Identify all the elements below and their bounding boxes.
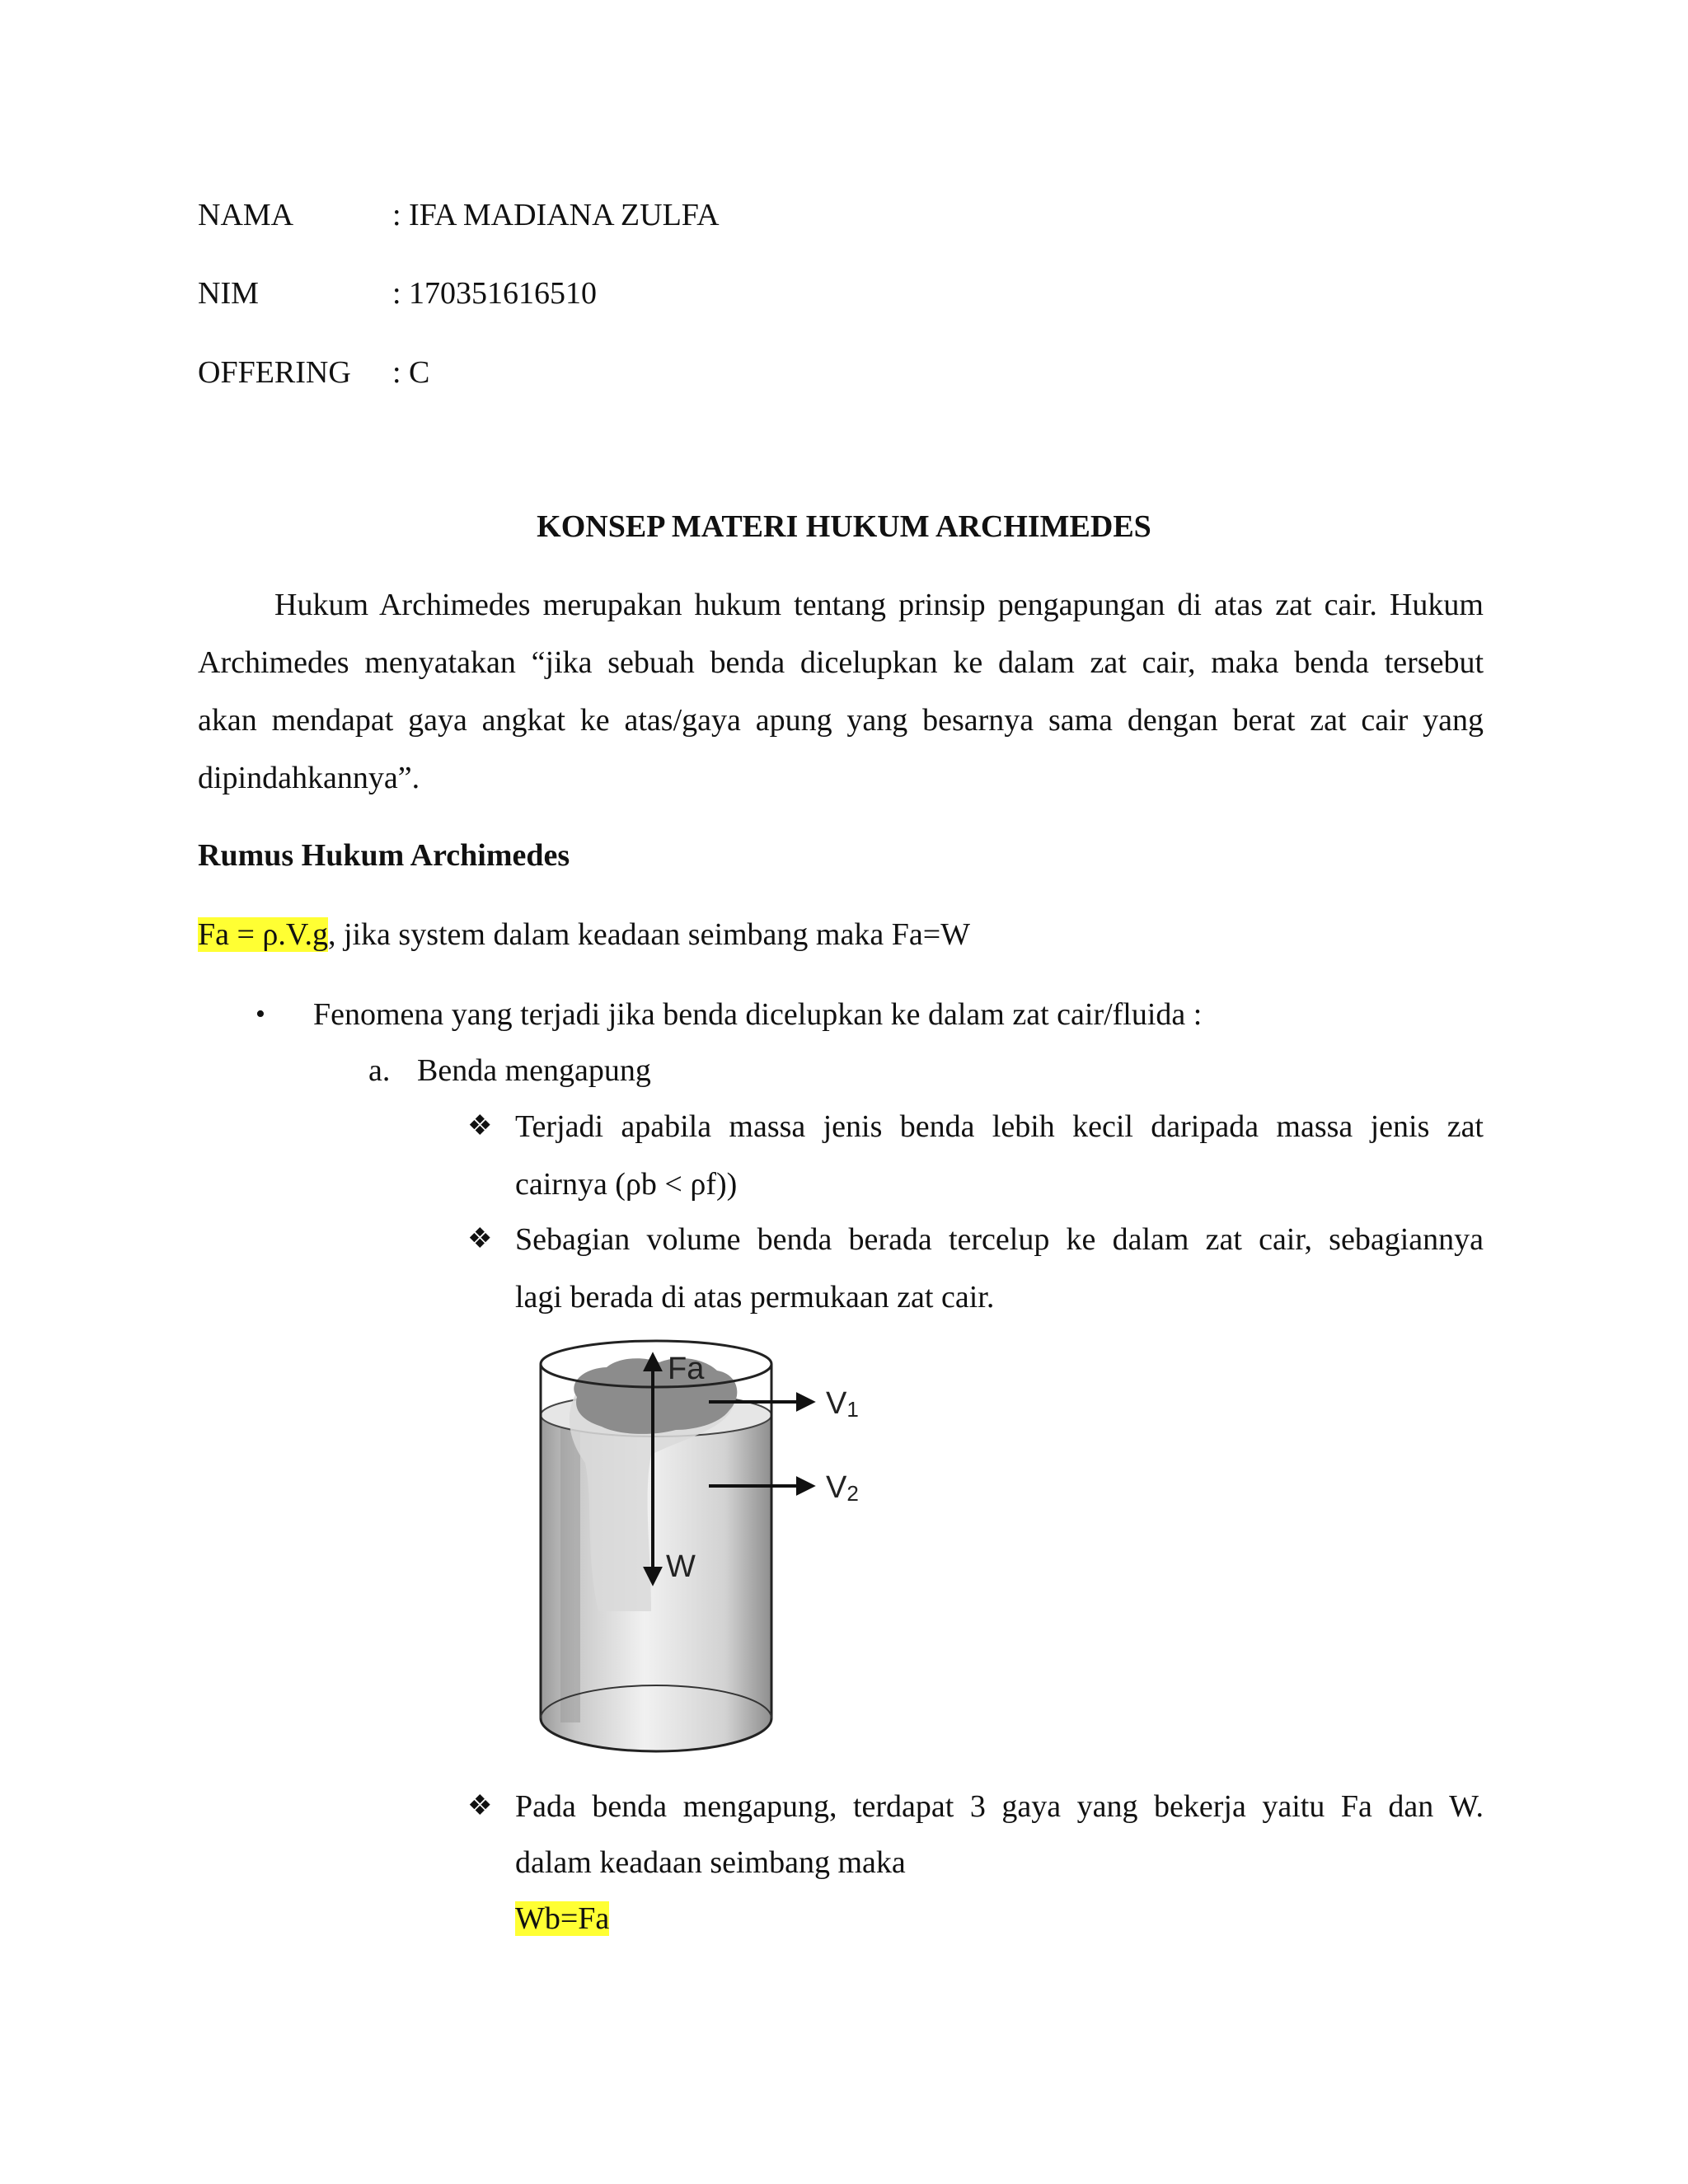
point-3-line-1: Pada benda mengapung, terdapat 3 gaya yang bekerja yaitu Fa dan W. [515, 1789, 1484, 1824]
document-title: KONSEP MATERI HUKUM ARCHIMEDES [537, 509, 1151, 544]
fa-label: Fa [668, 1352, 705, 1386]
point-1-line-1: Terjadi apabila massa jenis benda lebih kecil daripada massa jenis zat [515, 1109, 1484, 1144]
wb-fa-highlight: Wb=Fa [515, 1901, 610, 1936]
nama-label: NAMA [198, 198, 294, 232]
intro-line-1: Hukum Archimedes merupakan hukum tentang prinsip pengapungan di atas zat cair. Hukum [274, 588, 1484, 622]
point-2-line-1: Sebagian volume benda berada tercelup ke dalam zat cair, sebagiannya [515, 1222, 1484, 1257]
point-3-formula [515, 1899, 609, 1938]
nim-value: : 170351616510 [392, 276, 598, 311]
point-2-line-2: lagi berada di atas permukaan zat cair. [515, 1280, 995, 1315]
archimedes-floating-figure [528, 1339, 907, 1776]
nama-value: : IFA MADIANA ZULFA [392, 198, 720, 232]
w-label: W [666, 1549, 696, 1584]
diamond-bullet-icon: ❖ [467, 1791, 493, 1821]
point-1-line-2: cairnya (ρb < ρf)) [515, 1167, 738, 1202]
v1-label: V1 [826, 1386, 859, 1422]
bullet-icon: • [256, 999, 265, 1029]
diamond-bullet-icon: ❖ [467, 1224, 493, 1254]
formula-highlight: Fa = ρ.V.g [198, 917, 328, 952]
intro-line-4: dipindahkannya”. [198, 761, 420, 795]
subitem-marker: a. [368, 1053, 391, 1088]
intro-line-3: akan mendapat gaya angkat ke atas/gaya apung yang besarnya sama dengan berat zat cair yang [198, 703, 1484, 738]
bullet-text: Fenomena yang terjadi jika benda dicelupkan ke dalam zat cair/fluida : [313, 997, 1203, 1032]
floating-object [574, 1358, 737, 1434]
nim-label: NIM [198, 276, 259, 311]
diamond-bullet-icon: ❖ [467, 1111, 493, 1141]
point-3-line-2: dalam keadaan seimbang maka [515, 1845, 906, 1880]
rumus-heading: Rumus Hukum Archimedes [198, 838, 570, 873]
v2-label: V2 [826, 1470, 859, 1506]
offering-label: OFFERING [198, 355, 351, 390]
offering-value: : C [392, 355, 430, 390]
formula-rest: , jika system dalam keadaan seimbang maka Fa=W [327, 917, 971, 952]
formula-line [198, 915, 970, 954]
subitem-text: Benda mengapung [417, 1053, 651, 1088]
intro-line-2: Archimedes menyatakan “jika sebuah benda dicelupkan ke dalam zat cair, maka benda tersebut [198, 645, 1484, 680]
